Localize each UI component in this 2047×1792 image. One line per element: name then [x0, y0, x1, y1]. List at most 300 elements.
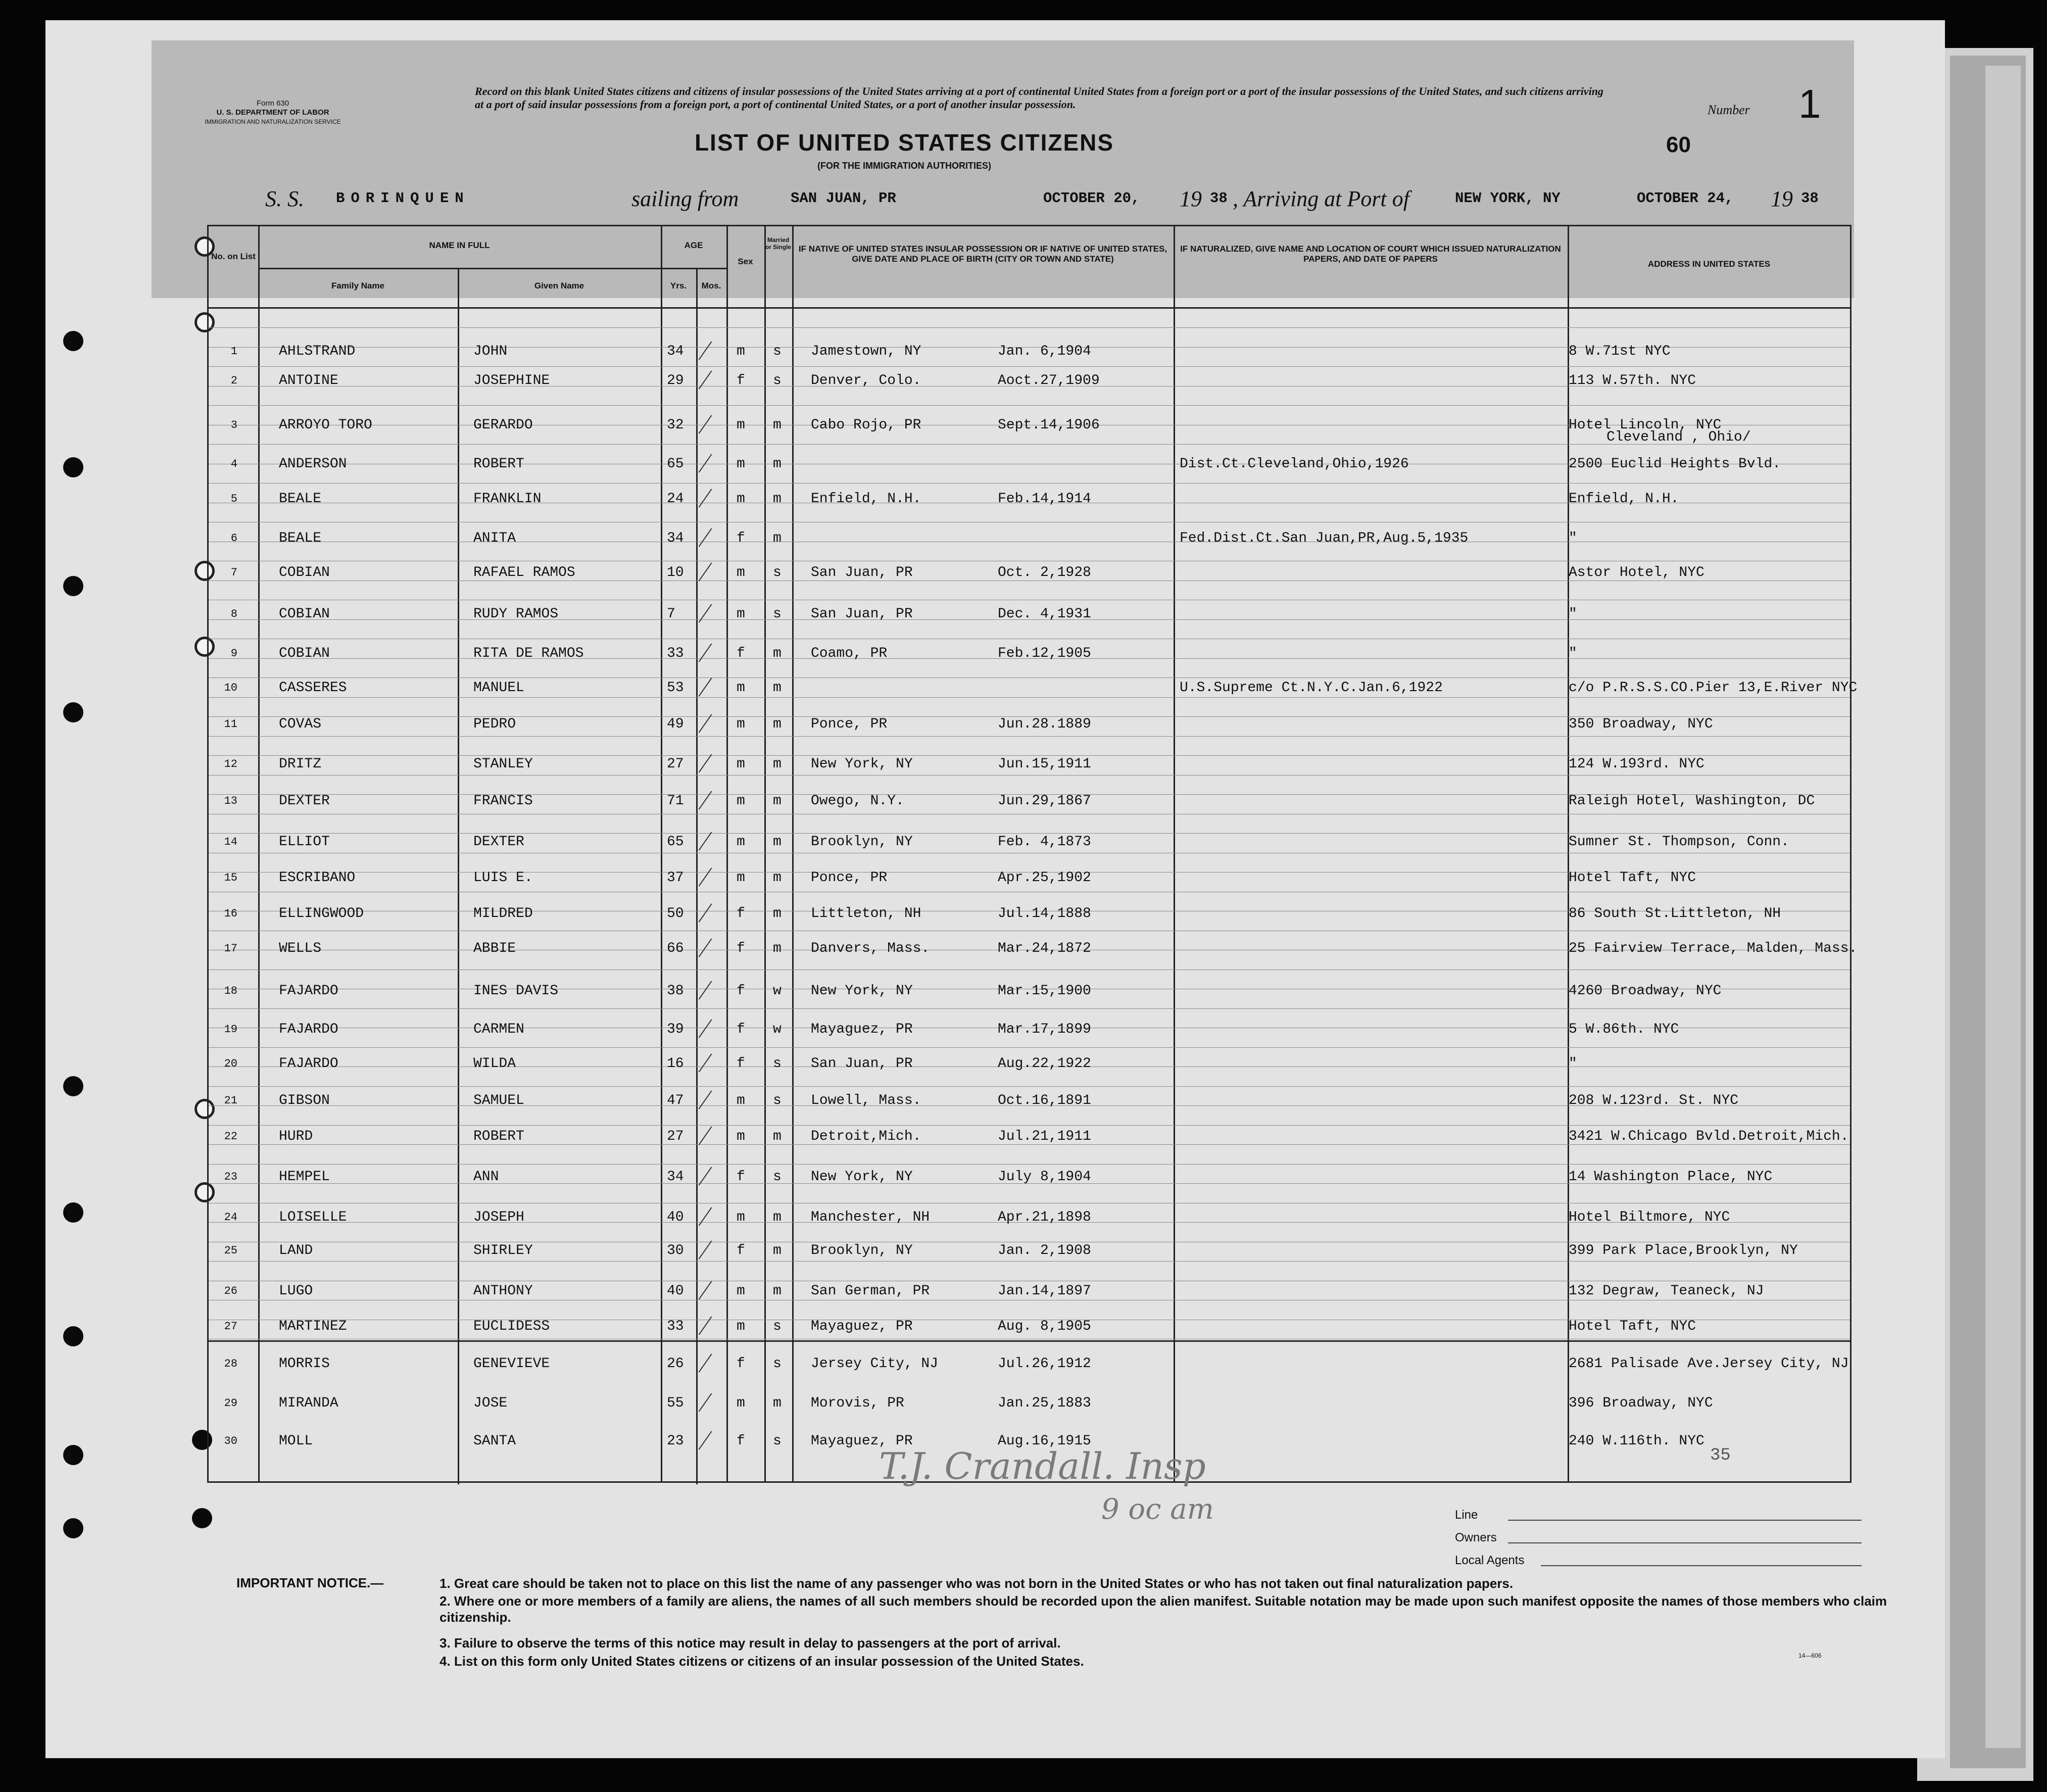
address: Raleigh Hotel, Washington, DC — [1569, 793, 1815, 809]
birth-date: Jul.21,1911 — [998, 1129, 1091, 1144]
family-name: HURD — [279, 1129, 313, 1144]
row-number: 22 — [224, 1130, 237, 1143]
row-number: 23 — [224, 1171, 237, 1183]
row-number: 7 — [230, 566, 237, 579]
marital-status: m — [773, 941, 782, 956]
birth-date: Oct.16,1891 — [998, 1093, 1091, 1108]
given-name: RAFAEL RAMOS — [473, 565, 575, 580]
address: " — [1569, 646, 1577, 661]
address: 396 Broadway, NYC — [1569, 1395, 1713, 1411]
birth-date: Mar.24,1872 — [998, 941, 1091, 956]
address: 25 Fairview Terrace, Malden, Mass. — [1569, 941, 1858, 956]
birth-place: San German, PR — [811, 1283, 930, 1299]
family-name: AHLSTRAND — [279, 344, 356, 359]
address: Hotel Biltmore, NYC — [1569, 1209, 1730, 1225]
family-name: ANDERSON — [279, 456, 347, 472]
record-instructions: Record on this blank United States citizens and citizens of insular possessions of the United States arriving at a port of continental United States from a foreign port or a port of the insular possessions of the United States, and such citizens arriving at a port of said insular possessions from a foreign port, a port of continental United States, or a port of another insular possession. — [475, 85, 1603, 111]
family-name: MARTINEZ — [279, 1319, 347, 1334]
header-given-name: Given Name — [534, 281, 584, 290]
address: Astor Hotel, NYC — [1569, 565, 1704, 580]
address: Hotel Taft, NYC — [1569, 870, 1696, 886]
family-name: FAJARDO — [279, 1056, 338, 1072]
marital-status: m — [773, 906, 782, 922]
sex: m — [737, 1129, 745, 1144]
sex: m — [737, 417, 745, 433]
birth-place: Ponce, PR — [811, 716, 888, 732]
marital-status: s — [773, 606, 782, 622]
arrival-year: 38 — [1801, 190, 1819, 207]
header-birthplace: IF NATIVE OF UNITED STATES INSULAR POSSESSION OR IF NATIVE OF UNITED STATES, GIVE DATE AND PLACE OF BIRTH (CITY OR TOWN AND STATE) — [798, 244, 1167, 264]
sex: m — [737, 344, 745, 359]
marital-status: s — [773, 565, 782, 580]
header-family-name: Family Name — [331, 281, 384, 290]
address: 240 W.116th. NYC — [1569, 1433, 1704, 1449]
time-annotation: 9 oc am — [1101, 1493, 1214, 1526]
family-name: ELLIOT — [279, 834, 330, 850]
birth-date: Aug. 8,1905 — [998, 1319, 1091, 1334]
binder-hole-icon — [63, 1445, 83, 1465]
ruled-line — [209, 1261, 1850, 1262]
birth-date: Jun.29,1867 — [998, 793, 1091, 809]
address-continuation: Cleveland , Ohio/ — [1606, 429, 1751, 445]
number-label: Number — [1708, 103, 1750, 117]
given-name: GERARDO — [473, 417, 533, 433]
birth-date: July 8,1904 — [998, 1169, 1091, 1185]
marital-status: m — [773, 530, 782, 546]
row-number: 26 — [224, 1285, 237, 1297]
ruled-line — [209, 1125, 1850, 1126]
page-subtitle: (FOR THE IMMIGRATION AUTHORITIES) — [817, 161, 991, 171]
family-name: ELLINGWOOD — [279, 906, 364, 922]
family-name: FAJARDO — [279, 983, 338, 999]
header-mos: Mos. — [701, 281, 721, 290]
marital-status: m — [773, 716, 782, 732]
given-name: SAMUEL — [473, 1093, 524, 1108]
age-years: 26 — [667, 1356, 684, 1372]
row-number: 18 — [224, 985, 237, 997]
sailing-label: sailing from — [631, 186, 739, 211]
sex: m — [737, 793, 745, 809]
age-years: 47 — [667, 1093, 684, 1108]
age-years: 33 — [667, 1319, 684, 1334]
departure-year-prefix: 19 — [1180, 186, 1202, 211]
list-number: 60 — [1666, 132, 1691, 157]
address: 113 W.57th. NYC — [1569, 373, 1696, 389]
family-name: WELLS — [279, 941, 322, 956]
given-name: SANTA — [473, 1433, 516, 1449]
marital-status: m — [773, 1209, 782, 1225]
sex: m — [737, 680, 745, 696]
row-number: 29 — [224, 1397, 237, 1410]
ruled-line — [209, 677, 1850, 678]
birth-date: Mar.17,1899 — [998, 1022, 1091, 1037]
family-name: COBIAN — [279, 565, 330, 580]
marital-status: m — [773, 417, 782, 433]
address: 124 W.193rd. NYC — [1569, 756, 1704, 772]
row-number: 8 — [230, 608, 237, 620]
age-years: 34 — [667, 530, 684, 546]
notice-3: 3. Failure to observe the terms of this notice may result in delay to passengers at the port of arrival. — [440, 1635, 1061, 1651]
departure-year: 38 — [1210, 190, 1228, 207]
address: 86 South St.Littleton, NH — [1569, 906, 1781, 922]
birth-date: Jul.14,1888 — [998, 906, 1091, 922]
given-name: INES DAVIS — [473, 983, 559, 999]
marital-status: m — [773, 834, 782, 850]
header-yrs: Yrs. — [670, 281, 687, 290]
ruled-line — [209, 1008, 1850, 1009]
arriving-label: , Arriving at Port of — [1233, 186, 1409, 211]
birth-date: Jan.14,1897 — [998, 1283, 1091, 1299]
address: 14 Washington Place, NYC — [1569, 1169, 1773, 1185]
age-years: 16 — [667, 1056, 684, 1072]
birth-place: Enfield, N.H. — [811, 491, 921, 507]
given-name: MILDRED — [473, 906, 533, 922]
sex: m — [737, 1283, 745, 1299]
header-no-on-list: No. on List — [211, 252, 256, 261]
age-years: 50 — [667, 906, 684, 922]
birth-date: Jan.25,1883 — [998, 1395, 1091, 1411]
marital-status: s — [773, 1056, 782, 1072]
binder-hole-icon — [63, 331, 83, 351]
birth-place: Brooklyn, NY — [811, 834, 913, 850]
sex: f — [737, 530, 745, 546]
birth-place: New York, NY — [811, 983, 913, 999]
marital-status: m — [773, 1129, 782, 1144]
row-number: 15 — [224, 871, 237, 884]
family-name: FAJARDO — [279, 1022, 338, 1037]
sex: f — [737, 1056, 745, 1072]
birth-date: Jun.15,1911 — [998, 756, 1091, 772]
age-years: 7 — [667, 606, 675, 622]
birth-place: San Juan, PR — [811, 1056, 913, 1072]
marital-status: s — [773, 1319, 782, 1334]
family-name: COBIAN — [279, 646, 330, 661]
page-title: LIST OF UNITED STATES CITIZENS — [694, 129, 1114, 156]
given-name: ABBIE — [473, 941, 516, 956]
ruled-line — [209, 833, 1850, 834]
ruled-line — [209, 755, 1850, 756]
birth-place: Cabo Rojo, PR — [811, 417, 921, 433]
ruled-line — [209, 366, 1850, 367]
marital-status: m — [773, 793, 782, 809]
marital-status: m — [773, 456, 782, 472]
given-name: JOSEPH — [473, 1209, 524, 1225]
binder-hole-icon — [63, 1076, 83, 1096]
sex: m — [737, 456, 745, 472]
department-name: U. S. DEPARTMENT OF LABOR — [216, 108, 329, 117]
birth-date: Jun.28.1889 — [998, 716, 1091, 732]
given-name: JOHN — [473, 344, 508, 359]
arrival-date: OCTOBER 24, — [1637, 190, 1734, 207]
ss-label: S. S. — [265, 186, 304, 211]
given-name: GENEVIEVE — [473, 1356, 550, 1372]
binder-hole-icon — [63, 1518, 83, 1538]
family-name: COBIAN — [279, 606, 330, 622]
family-name: ESCRIBANO — [279, 870, 356, 886]
sex: m — [737, 1319, 745, 1334]
family-name: GIBSON — [279, 1093, 330, 1108]
marital-status: m — [773, 756, 782, 772]
family-name: LAND — [279, 1243, 313, 1258]
family-name: LOISELLE — [279, 1209, 347, 1225]
birth-date: Aoct.27,1909 — [998, 373, 1100, 389]
marital-status: w — [773, 1022, 782, 1037]
age-years: 33 — [667, 646, 684, 661]
address: 8 W.71st NYC — [1569, 344, 1671, 359]
family-name: BEALE — [279, 491, 322, 507]
notice-4: 4. List on this form only United States citizens or citizens of an insular possession of the United States. — [440, 1654, 1084, 1669]
ruled-line — [209, 1086, 1850, 1087]
sex: f — [737, 906, 745, 922]
age-years: 40 — [667, 1209, 684, 1225]
age-years: 37 — [667, 870, 684, 886]
birth-place: Jamestown, NY — [811, 344, 921, 359]
address: " — [1569, 1056, 1577, 1072]
naturalization: Fed.Dist.Ct.San Juan,PR,Aug.5,1935 — [1180, 530, 1469, 546]
given-name: SHIRLEY — [473, 1243, 533, 1258]
sex: m — [737, 606, 745, 622]
sex: m — [737, 834, 745, 850]
count-mark: 35 — [1710, 1446, 1731, 1465]
row-number: 17 — [224, 942, 237, 955]
sex: m — [737, 565, 745, 580]
birth-place: Littleton, NH — [811, 906, 921, 922]
address: 208 W.123rd. St. NYC — [1569, 1093, 1739, 1108]
given-name: ROBERT — [473, 1129, 524, 1144]
row-number: 16 — [224, 907, 237, 920]
birth-place: Coamo, PR — [811, 646, 888, 661]
family-name: DRITZ — [279, 756, 322, 772]
row-number: 3 — [230, 419, 237, 431]
birth-date: Apr.25,1902 — [998, 870, 1091, 886]
age-years: 27 — [667, 1129, 684, 1144]
sex: m — [737, 1209, 745, 1225]
sex: f — [737, 941, 745, 956]
marital-status: s — [773, 344, 782, 359]
sex: f — [737, 373, 745, 389]
ruled-line — [209, 697, 1850, 698]
notice-2: 2. Where one or more members of a family are aliens, the names of all such members should be recorded upon the alien manifest. Suitable notation may be made upon such manifest opposite the names of those members who claim citizenship. — [440, 1593, 1887, 1625]
age-years: 53 — [667, 680, 684, 696]
birth-place: Mayaguez, PR — [811, 1433, 913, 1449]
naturalization: Dist.Ct.Cleveland,Ohio,1926 — [1180, 456, 1409, 472]
given-name: DEXTER — [473, 834, 524, 850]
ruled-line — [209, 444, 1850, 445]
notice-title: IMPORTANT NOTICE.— — [236, 1575, 384, 1590]
sex: m — [737, 756, 745, 772]
given-name: ROBERT — [473, 456, 524, 472]
given-name: CARMEN — [473, 1022, 524, 1037]
birth-date: Jan. 6,1904 — [998, 344, 1091, 359]
birth-date: Oct. 2,1928 — [998, 565, 1091, 580]
age-years: 38 — [667, 983, 684, 999]
age-years: 34 — [667, 1169, 684, 1185]
given-name: EUCLIDESS — [473, 1319, 550, 1334]
row-number: 5 — [230, 493, 237, 505]
ruled-line — [209, 775, 1850, 776]
birth-date: Dec. 4,1931 — [998, 606, 1091, 622]
given-name: LUIS E. — [473, 870, 533, 886]
address: " — [1569, 606, 1577, 622]
sex: f — [737, 983, 745, 999]
binder-hole-icon — [63, 1202, 83, 1223]
sex: m — [737, 1395, 745, 1411]
marital-status: s — [773, 1356, 782, 1372]
naturalization: U.S.Supreme Ct.N.Y.C.Jan.6,1922 — [1180, 680, 1443, 696]
row-number: 13 — [224, 795, 237, 807]
marital-status: m — [773, 870, 782, 886]
notice-1: 1. Great care should be taken not to place on this list the name of any passenger who was not born in the United States or who has not taken out final naturalization papers. — [440, 1576, 1514, 1591]
address: Sumner St. Thompson, Conn. — [1569, 834, 1789, 850]
birth-place: Brooklyn, NY — [811, 1243, 913, 1258]
sex: m — [737, 716, 745, 732]
marital-status: m — [773, 491, 782, 507]
binder-hole-icon — [63, 702, 83, 722]
address: 3421 W.Chicago Bvld.Detroit,Mich. — [1569, 1129, 1849, 1144]
given-name: FRANKLIN — [473, 491, 542, 507]
ruled-line — [209, 405, 1850, 406]
binder-hole-icon — [192, 1508, 212, 1528]
given-name: ANTHONY — [473, 1283, 533, 1299]
family-name: LUGO — [279, 1283, 313, 1299]
row-number: 21 — [224, 1094, 237, 1107]
ruled-line — [209, 1047, 1850, 1048]
family-name: COVAS — [279, 716, 322, 732]
row-number: 11 — [224, 718, 237, 731]
age-years: 30 — [667, 1243, 684, 1258]
family-name: BEALE — [279, 530, 322, 546]
header-age: AGE — [684, 240, 703, 250]
row-number: 14 — [224, 836, 237, 848]
given-name: ANN — [473, 1169, 499, 1185]
birth-date: Feb. 4,1873 — [998, 834, 1091, 850]
given-name: WILDA — [473, 1056, 516, 1072]
birth-place: Detroit,Mich. — [811, 1129, 921, 1144]
address: 132 Degraw, Teaneck, NJ — [1569, 1283, 1764, 1299]
row-number: 25 — [224, 1244, 237, 1257]
form-number: Form 630 — [256, 99, 289, 108]
age-years: 65 — [667, 834, 684, 850]
departure-port: SAN JUAN, PR — [791, 190, 896, 207]
family-name: CASSERES — [279, 680, 347, 696]
row-number: 20 — [224, 1057, 237, 1070]
birth-place: Jersey City, NJ — [811, 1356, 939, 1372]
address: Hotel Lincoln, NYC — [1569, 417, 1722, 433]
address: 4260 Broadway, NYC — [1569, 983, 1722, 999]
family-name: ANTOINE — [279, 373, 338, 389]
birth-date: Apr.21,1898 — [998, 1209, 1091, 1225]
row-number: 24 — [224, 1211, 237, 1224]
birth-place: Owego, N.Y. — [811, 793, 904, 809]
header-married-or-single: Married or Single — [765, 236, 792, 251]
marital-status: m — [773, 1283, 782, 1299]
age-years: 65 — [667, 456, 684, 472]
underlying-page-edge — [1985, 66, 2021, 1748]
given-name: FRANCIS — [473, 793, 533, 809]
row-number: 28 — [224, 1358, 237, 1370]
age-years: 71 — [667, 793, 684, 809]
birth-place: Danvers, Mass. — [811, 941, 930, 956]
sex: m — [737, 870, 745, 886]
address: 5 W.86th. NYC — [1569, 1022, 1679, 1037]
sex: m — [737, 1093, 745, 1108]
sex: m — [737, 491, 745, 507]
service-name: IMMIGRATION AND NATURALIZATION SERVICE — [205, 118, 341, 125]
marital-status: w — [773, 983, 782, 999]
header-name-in-full: NAME IN FULL — [429, 240, 490, 250]
family-name: MIRANDA — [279, 1395, 338, 1411]
sex: f — [737, 1243, 745, 1258]
family-name: HEMPEL — [279, 1169, 330, 1185]
birth-place: New York, NY — [811, 756, 913, 772]
row-number: 2 — [230, 374, 237, 387]
sex: f — [737, 1356, 745, 1372]
ruled-line — [209, 1164, 1850, 1165]
row-number: 9 — [230, 647, 237, 660]
birth-place: San Juan, PR — [811, 606, 913, 622]
birth-date: Mar.15,1900 — [998, 983, 1091, 999]
address: 399 Park Place,Brooklyn, NY — [1569, 1243, 1798, 1258]
birth-place: Manchester, NH — [811, 1209, 930, 1225]
given-name: RITA DE RAMOS — [473, 646, 584, 661]
birth-place: Mayaguez, PR — [811, 1319, 913, 1334]
address: 2681 Palisade Ave.Jersey City, NJ — [1569, 1356, 1849, 1372]
marital-status: s — [773, 373, 782, 389]
arrival-year-prefix: 19 — [1771, 186, 1793, 211]
marital-status: m — [773, 646, 782, 661]
address: 2500 Euclid Heights Bvld. — [1569, 456, 1781, 472]
sex: f — [737, 1433, 745, 1449]
header-naturalized: IF NATURALIZED, GIVE NAME AND LOCATION OF COURT WHICH ISSUED NATURALIZATION PAPERS, AND DATE OF PAPERS — [1180, 244, 1561, 264]
birth-place: Ponce, PR — [811, 870, 888, 886]
marital-status: m — [773, 1243, 782, 1258]
age-years: 55 — [667, 1395, 684, 1411]
ruled-line — [209, 327, 1850, 328]
birth-place: New York, NY — [811, 1169, 913, 1185]
given-name: ANITA — [473, 530, 516, 546]
line-label: Line — [1455, 1508, 1478, 1522]
age-years: 66 — [667, 941, 684, 956]
row-number: 1 — [230, 345, 237, 358]
ship-name: BORINQUEN — [336, 190, 470, 207]
number-value: 1 — [1798, 81, 1821, 126]
departure-date: OCTOBER 20, — [1043, 190, 1140, 207]
row-number: 19 — [224, 1023, 237, 1036]
given-name: STANLEY — [473, 756, 533, 772]
age-years: 34 — [667, 344, 684, 359]
age-years: 27 — [667, 756, 684, 772]
age-years: 49 — [667, 716, 684, 732]
sex: f — [737, 1022, 745, 1037]
birth-date: Feb.12,1905 — [998, 646, 1091, 661]
sex: f — [737, 1169, 745, 1185]
birth-date: Jan. 2,1908 — [998, 1243, 1091, 1258]
address: Enfield, N.H. — [1569, 491, 1679, 507]
birth-place: Denver, Colo. — [811, 373, 921, 389]
age-years: 29 — [667, 373, 684, 389]
form-code: 14—606 — [1798, 1652, 1822, 1659]
birth-place: San Juan, PR — [811, 565, 913, 580]
marital-status: m — [773, 680, 782, 696]
birth-date: Aug.16,1915 — [998, 1433, 1091, 1449]
given-name: JOSE — [473, 1395, 508, 1411]
row-number: 27 — [224, 1320, 237, 1333]
given-name: JOSEPHINE — [473, 373, 550, 389]
inspector-signature: T.J. Crandall. Insp — [879, 1445, 1206, 1487]
arrival-port: NEW YORK, NY — [1455, 190, 1561, 207]
birth-place: Mayaguez, PR — [811, 1022, 913, 1037]
row-number: 6 — [230, 532, 237, 545]
